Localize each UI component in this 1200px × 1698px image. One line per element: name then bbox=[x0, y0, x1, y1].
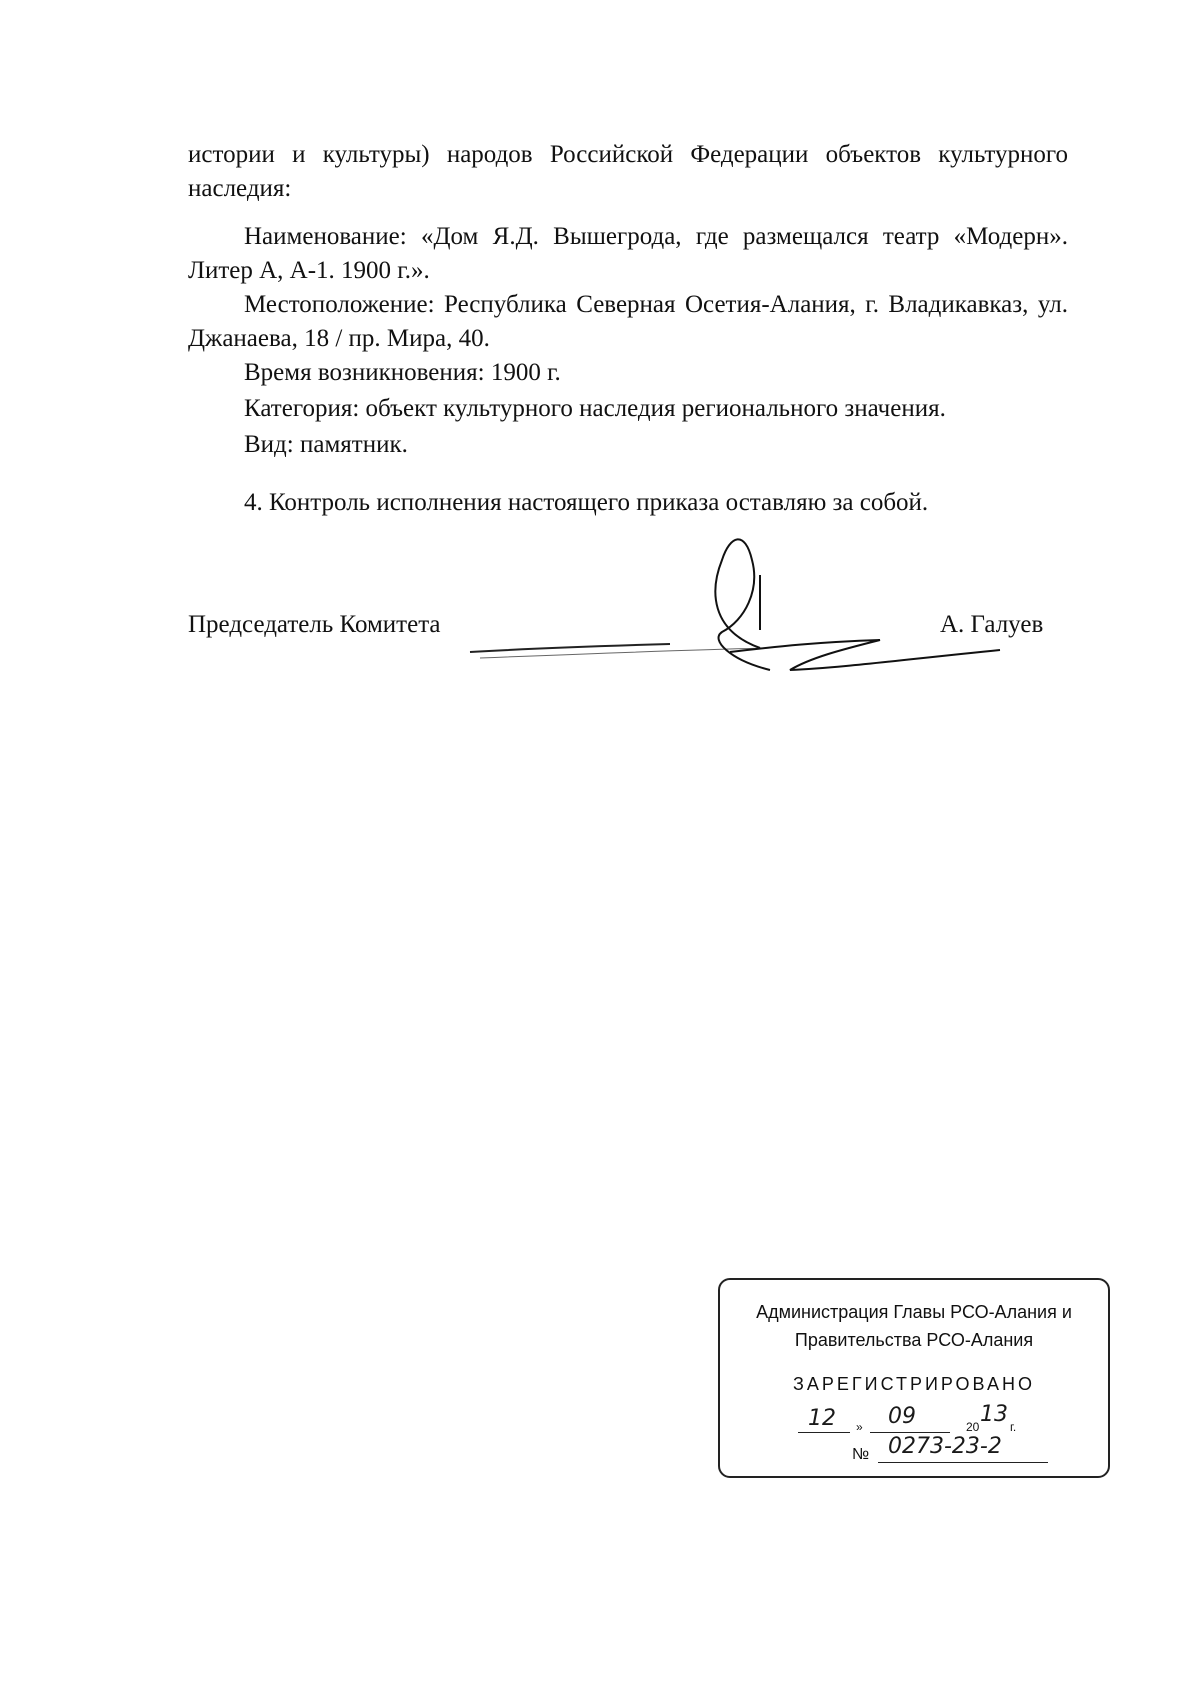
paragraph-name: Наименование: «Дом Я.Д. Вышегрода, где размещался театр «Модерн». Литер А, А-1. 1900 г.». bbox=[188, 223, 1068, 284]
paragraph-control: 4. Контроль исполнения настоящего приказа оставляю за собой. bbox=[244, 489, 929, 516]
stamp-month-line bbox=[870, 1432, 950, 1433]
stamp-number-label: № bbox=[852, 1446, 870, 1463]
paragraph-intro: истории и культуры) народов Российской Федерации объектов культурного наследия: bbox=[188, 141, 1068, 202]
registration-stamp bbox=[718, 1278, 1110, 1478]
stamp-number-line bbox=[878, 1462, 1048, 1463]
stamp-year-mark: г. bbox=[1010, 1420, 1017, 1434]
stamp-year-prefix: 20 bbox=[966, 1420, 980, 1434]
signer-name: А. Галуев bbox=[940, 611, 1044, 638]
signature-image bbox=[460, 520, 1020, 680]
paragraph-time: Время возникновения: 1900 г. bbox=[244, 359, 561, 386]
stamp-number: 0273-23-2 bbox=[888, 1434, 1002, 1459]
heritage-location-block bbox=[188, 288, 1068, 356]
paragraph-category: Категория: объект культурного наследия регионального значения. bbox=[244, 395, 946, 422]
stamp-day-separator: » bbox=[856, 1420, 863, 1434]
stamp-org-line1: Администрация Главы РСО-Алания и bbox=[756, 1302, 1072, 1322]
stamp-org-line2: Правительства РСО-Алания bbox=[794, 1330, 1034, 1350]
paragraph-type: Вид: памятник. bbox=[244, 431, 408, 458]
signer-title: Председатель Комитета bbox=[188, 611, 441, 638]
body-text bbox=[188, 138, 1068, 206]
stamp-status: ЗАРЕГИСТРИРОВАНО bbox=[793, 1374, 1035, 1394]
stamp-year-suffix: 13 bbox=[980, 1402, 1008, 1427]
stamp-day-line bbox=[798, 1432, 850, 1433]
heritage-details bbox=[188, 220, 1068, 288]
stamp-day: 12 bbox=[808, 1406, 836, 1431]
stamp-month: 09 bbox=[888, 1404, 916, 1429]
paragraph-location: Местоположение: Республика Северная Осетия-Алания, г. Владикавказ, ул. Джанаева, 18 / пр. Мира, 40. bbox=[188, 291, 1068, 352]
